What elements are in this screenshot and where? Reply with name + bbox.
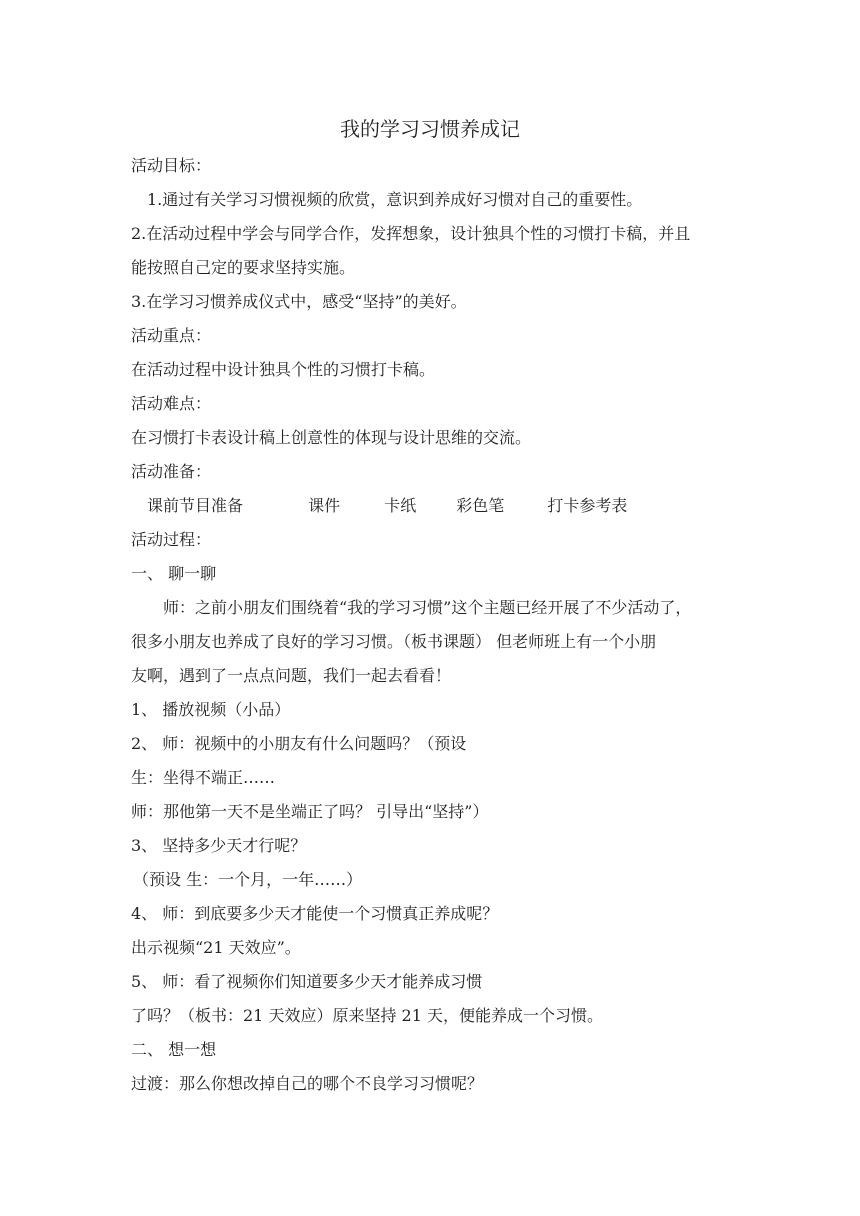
difficulty-text: 在习惯打卡表设计稿上创意性的体现与设计思维的交流。 — [131, 428, 532, 447]
paragraph-line: 师：之前小朋友们围绕着“我的学习习惯”这个主题已经开展了不少活动了， — [163, 598, 692, 617]
list-item: 4、 师：到底要多少天才能使一个习惯真正养成呢？ — [131, 904, 499, 923]
prep-item: 彩色笔 — [456, 496, 505, 515]
step-heading-2: 二、 想一想 — [131, 1040, 217, 1059]
goal-1: 1.通过有关学习习惯视频的欣赏，意识到养成好习惯对自己的重要性。 — [147, 190, 643, 209]
prep-item: 卡纸 — [384, 496, 417, 515]
goal-2-continued: 能按照自己定的要求坚持实施。 — [131, 258, 356, 277]
goal-2: 2.在活动过程中学会与同学合作，发挥想象，设计独具个性的习惯打卡稿，并且 — [131, 224, 691, 243]
section-heading-difficulty: 活动难点： — [131, 394, 212, 413]
list-item: 1、 播放视频（小品） — [131, 700, 291, 719]
paragraph-line: 生：坐得不端正…… — [131, 768, 276, 787]
paragraph-line: （预设 生：一个月，一年……） — [133, 870, 363, 889]
list-item: 5、 师：看了视频你们知道要多少天才能养成习惯 — [131, 972, 483, 991]
paragraph-line: 出示视频“21 天效应”。 — [131, 938, 301, 957]
paragraph-line: 很多小朋友也养成了良好的学习习惯。（板书课题） 但老师班上有一个小朋 — [131, 632, 657, 651]
step-heading-1: 一、 聊一聊 — [131, 564, 217, 583]
paragraph-line: 了吗？（板书：21 天效应）原来坚持 21 天，便能养成一个习惯。 — [131, 1006, 603, 1025]
focus-text: 在活动过程中设计独具个性的习惯打卡稿。 — [131, 360, 436, 379]
section-heading-process: 活动过程： — [131, 530, 212, 549]
preparation-items — [147, 494, 767, 518]
paragraph-line: 过渡：那么你想改掉自己的哪个不良学习习惯呢？ — [131, 1074, 484, 1093]
section-heading-focus: 活动重点： — [131, 326, 212, 345]
paragraph-line: 友啊，遇到了一点点问题，我们一起去看看！ — [131, 666, 452, 685]
goal-3: 3.在学习习惯养成仪式中，感受“坚持”的美好。 — [131, 292, 467, 311]
document-title: 我的学习习惯养成记 — [340, 117, 520, 141]
list-item: 2、 师：视频中的小朋友有什么问题吗？（预设 — [131, 734, 467, 753]
section-heading-goals: 活动目标： — [131, 156, 212, 175]
prep-item: 课前节目准备 — [147, 496, 244, 515]
paragraph-line: 师：那他第一天不是坐端正了吗？ 引导出“坚持”） — [131, 802, 489, 821]
section-heading-preparation: 活动准备： — [131, 462, 212, 481]
prep-item: 课件 — [308, 496, 341, 515]
prep-item: 打卡参考表 — [547, 496, 628, 515]
list-item: 3、 坚持多少天才行呢？ — [131, 836, 307, 855]
